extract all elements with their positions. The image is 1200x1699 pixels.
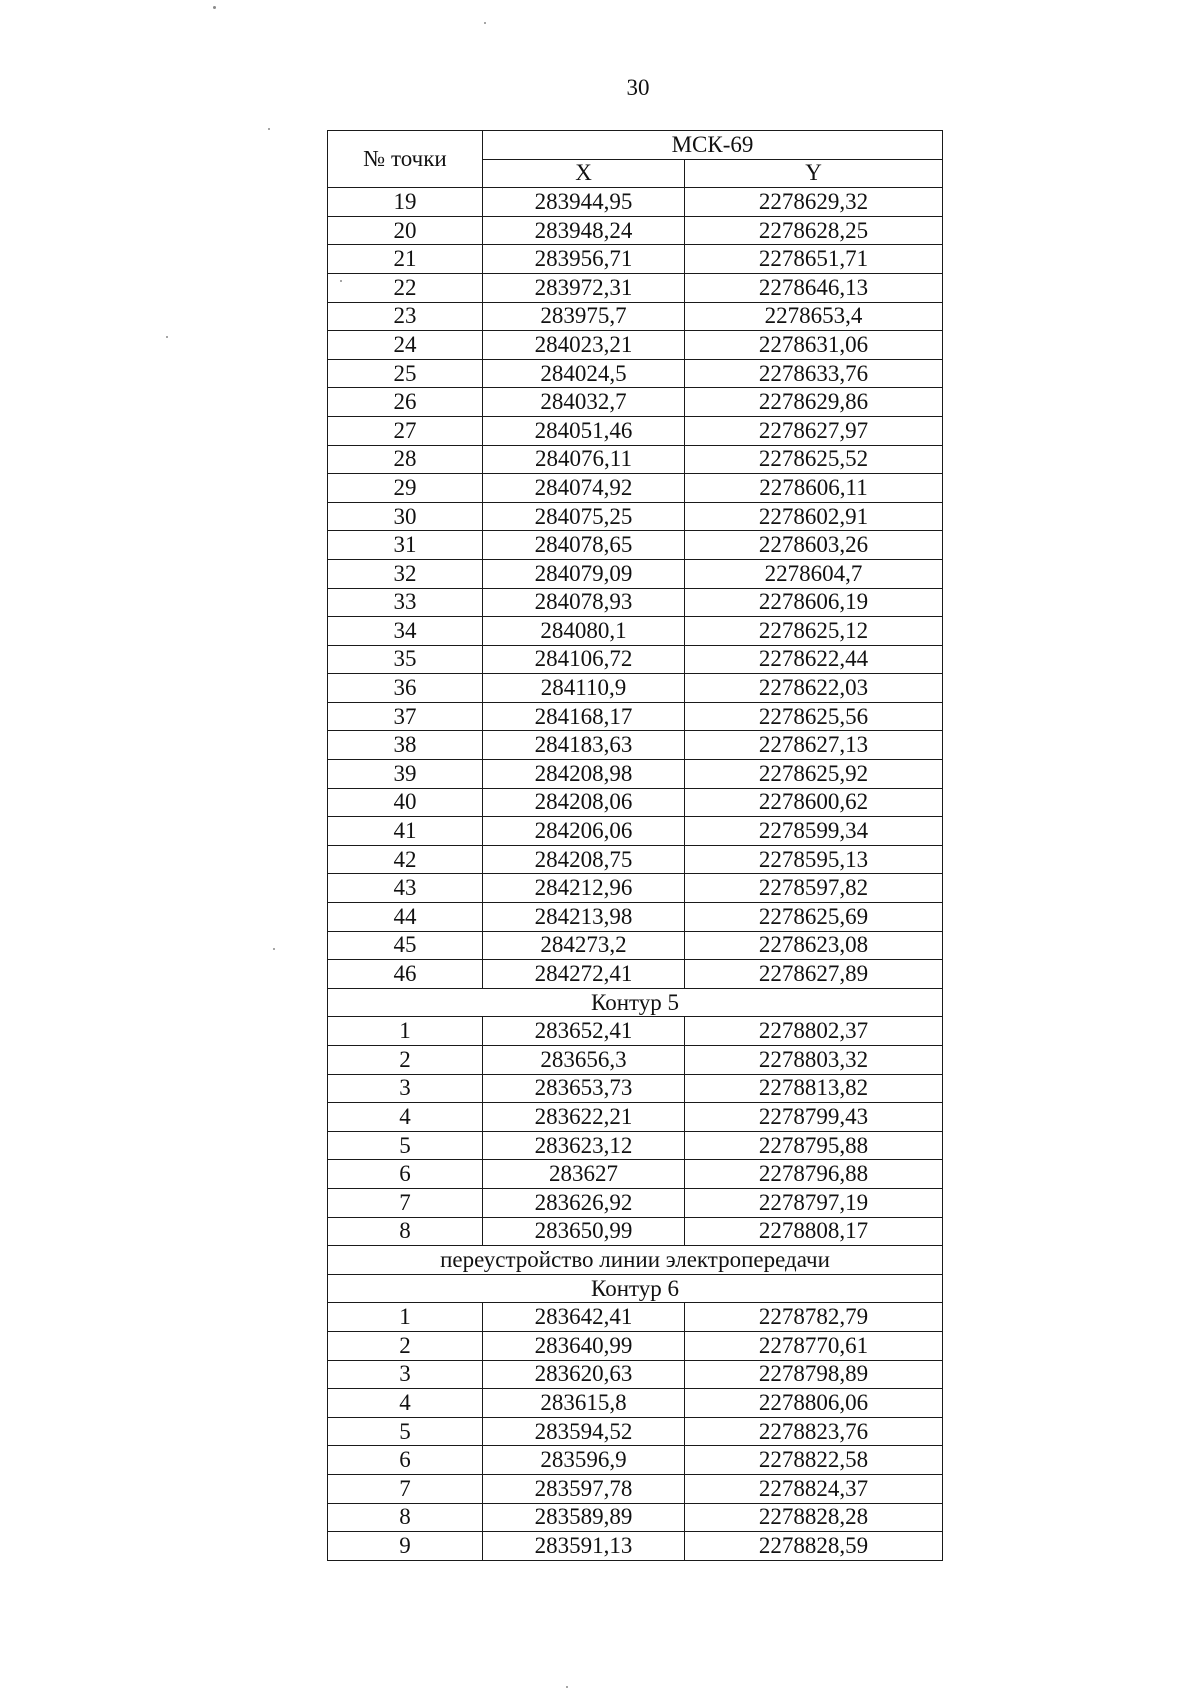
table-row: [328, 845, 943, 874]
y-coordinate-cell: 2278808,17: [685, 1217, 943, 1246]
point-number-cell: 43: [328, 874, 483, 903]
x-coordinate-cell: 284168,17: [483, 702, 685, 731]
x-coordinate-cell: 284024,5: [483, 359, 685, 388]
section-title: переустройство линии электропередачи: [328, 1246, 943, 1275]
scan-speck: [484, 22, 486, 24]
table-row: [328, 1474, 943, 1503]
x-coordinate-cell: 283597,78: [483, 1474, 685, 1503]
table-row: [328, 302, 943, 331]
point-number-cell: 25: [328, 359, 483, 388]
table-row: [328, 674, 943, 703]
point-number-cell: 26: [328, 388, 483, 417]
x-coordinate-cell: 283620,63: [483, 1360, 685, 1389]
section-title: Контур 6: [328, 1274, 943, 1303]
x-coordinate-cell: 284078,65: [483, 531, 685, 560]
point-number-cell: 44: [328, 903, 483, 932]
y-coordinate-cell: 2278770,61: [685, 1331, 943, 1360]
y-coordinate-cell: 2278625,12: [685, 617, 943, 646]
table-row: [328, 1131, 943, 1160]
table-row: [328, 1446, 943, 1475]
point-number-cell: 5: [328, 1131, 483, 1160]
table-row: [328, 445, 943, 474]
y-coordinate-cell: 2278799,43: [685, 1103, 943, 1132]
header-coordinate-system: МСК-69: [483, 131, 943, 160]
y-coordinate-cell: 2278627,13: [685, 731, 943, 760]
table-header: [328, 131, 943, 188]
coordinates-table: [327, 130, 943, 1561]
table-row: [328, 474, 943, 503]
point-number-cell: 29: [328, 474, 483, 503]
point-number-cell: 7: [328, 1188, 483, 1217]
point-number-cell: 24: [328, 331, 483, 360]
x-coordinate-cell: 284272,41: [483, 960, 685, 989]
y-coordinate-cell: 2278602,91: [685, 502, 943, 531]
table-row: [328, 1017, 943, 1046]
y-coordinate-cell: 2278651,71: [685, 245, 943, 274]
point-number-cell: 39: [328, 760, 483, 789]
table-row: [328, 531, 943, 560]
x-coordinate-cell: 283626,92: [483, 1188, 685, 1217]
point-number-cell: 1: [328, 1303, 483, 1332]
table-row: [328, 617, 943, 646]
table-row: [328, 1360, 943, 1389]
y-coordinate-cell: 2278595,13: [685, 845, 943, 874]
table-row: [328, 1503, 943, 1532]
y-coordinate-cell: 2278627,97: [685, 416, 943, 445]
point-number-cell: 9: [328, 1532, 483, 1561]
x-coordinate-cell: 283975,7: [483, 302, 685, 331]
x-coordinate-cell: 283594,52: [483, 1417, 685, 1446]
x-coordinate-cell: 283622,21: [483, 1103, 685, 1132]
y-coordinate-cell: 2278802,37: [685, 1017, 943, 1046]
y-coordinate-cell: 2278599,34: [685, 817, 943, 846]
y-coordinate-cell: 2278625,92: [685, 760, 943, 789]
x-coordinate-cell: 284032,7: [483, 388, 685, 417]
point-number-cell: 5: [328, 1417, 483, 1446]
y-coordinate-cell: 2278606,19: [685, 588, 943, 617]
table-row: [328, 216, 943, 245]
x-coordinate-cell: 284110,9: [483, 674, 685, 703]
table-row: [328, 588, 943, 617]
x-coordinate-cell: 284075,25: [483, 502, 685, 531]
x-coordinate-cell: 283591,13: [483, 1532, 685, 1561]
point-number-cell: 19: [328, 188, 483, 217]
x-coordinate-cell: 284074,92: [483, 474, 685, 503]
y-coordinate-cell: 2278813,82: [685, 1074, 943, 1103]
point-number-cell: 4: [328, 1389, 483, 1418]
table-row: [328, 416, 943, 445]
point-number-cell: 32: [328, 559, 483, 588]
scan-speck: [213, 6, 216, 9]
section-title-row: [328, 988, 943, 1017]
point-number-cell: 35: [328, 645, 483, 674]
point-number-cell: 6: [328, 1160, 483, 1189]
x-coordinate-cell: 284208,75: [483, 845, 685, 874]
point-number-cell: 34: [328, 617, 483, 646]
point-number-cell: 6: [328, 1446, 483, 1475]
table-row: [328, 559, 943, 588]
x-coordinate-cell: 283596,9: [483, 1446, 685, 1475]
table-row: [328, 788, 943, 817]
table-row: [328, 245, 943, 274]
y-coordinate-cell: 2278627,89: [685, 960, 943, 989]
point-number-cell: 41: [328, 817, 483, 846]
x-coordinate-cell: 284023,21: [483, 331, 685, 360]
point-number-cell: 42: [328, 845, 483, 874]
scan-speck: [566, 1686, 568, 1688]
y-coordinate-cell: 2278622,44: [685, 645, 943, 674]
table-row: [328, 702, 943, 731]
table-row: [328, 874, 943, 903]
point-number-cell: 3: [328, 1074, 483, 1103]
header-y: Y: [685, 159, 943, 188]
x-coordinate-cell: 283948,24: [483, 216, 685, 245]
y-coordinate-cell: 2278606,11: [685, 474, 943, 503]
section-title-row: [328, 1274, 943, 1303]
x-coordinate-cell: 283972,31: [483, 273, 685, 302]
scan-speck: [340, 280, 342, 282]
x-coordinate-cell: 283944,95: [483, 188, 685, 217]
table-row: [328, 931, 943, 960]
table-row: [328, 1389, 943, 1418]
x-coordinate-cell: 284078,93: [483, 588, 685, 617]
x-coordinate-cell: 284079,09: [483, 559, 685, 588]
point-number-cell: 22: [328, 273, 483, 302]
point-number-cell: 2: [328, 1046, 483, 1075]
table-row: [328, 359, 943, 388]
x-coordinate-cell: 284273,2: [483, 931, 685, 960]
x-coordinate-cell: 283642,41: [483, 1303, 685, 1332]
point-number-cell: 4: [328, 1103, 483, 1132]
point-number-cell: 33: [328, 588, 483, 617]
y-coordinate-cell: 2278782,79: [685, 1303, 943, 1332]
scan-speck: [273, 948, 275, 950]
x-coordinate-cell: 284212,96: [483, 874, 685, 903]
x-coordinate-cell: 284213,98: [483, 903, 685, 932]
y-coordinate-cell: 2278622,03: [685, 674, 943, 703]
point-number-cell: 46: [328, 960, 483, 989]
table-row: [328, 903, 943, 932]
point-number-cell: 23: [328, 302, 483, 331]
y-coordinate-cell: 2278600,62: [685, 788, 943, 817]
point-number-cell: 2: [328, 1331, 483, 1360]
x-coordinate-cell: 283956,71: [483, 245, 685, 274]
scan-speck: [166, 336, 168, 338]
y-coordinate-cell: 2278597,82: [685, 874, 943, 903]
y-coordinate-cell: 2278823,76: [685, 1417, 943, 1446]
y-coordinate-cell: 2278603,26: [685, 531, 943, 560]
table-row: [328, 817, 943, 846]
y-coordinate-cell: 2278629,32: [685, 188, 943, 217]
table-row: [328, 1217, 943, 1246]
table-row: [328, 1188, 943, 1217]
x-coordinate-cell: 284206,06: [483, 817, 685, 846]
y-coordinate-cell: 2278798,89: [685, 1360, 943, 1389]
point-number-cell: 38: [328, 731, 483, 760]
table-row: [328, 760, 943, 789]
point-number-cell: 37: [328, 702, 483, 731]
y-coordinate-cell: 2278633,76: [685, 359, 943, 388]
x-coordinate-cell: 283650,99: [483, 1217, 685, 1246]
point-number-cell: 30: [328, 502, 483, 531]
x-coordinate-cell: 284080,1: [483, 617, 685, 646]
point-number-cell: 36: [328, 674, 483, 703]
y-coordinate-cell: 2278625,52: [685, 445, 943, 474]
table-row: [328, 1046, 943, 1075]
x-coordinate-cell: 283640,99: [483, 1331, 685, 1360]
table-row: [328, 188, 943, 217]
y-coordinate-cell: 2278806,06: [685, 1389, 943, 1418]
page-number: 30: [626, 75, 650, 100]
x-coordinate-cell: 283656,3: [483, 1046, 685, 1075]
y-coordinate-cell: 2278824,37: [685, 1474, 943, 1503]
x-coordinate-cell: 284208,06: [483, 788, 685, 817]
x-coordinate-cell: 283652,41: [483, 1017, 685, 1046]
table-row: [328, 731, 943, 760]
table-row: [328, 1331, 943, 1360]
x-coordinate-cell: 284208,98: [483, 760, 685, 789]
point-number-cell: 1: [328, 1017, 483, 1046]
y-coordinate-cell: 2278625,69: [685, 903, 943, 932]
section-title-row: [328, 1246, 943, 1275]
table-row: [328, 1074, 943, 1103]
table-row: [328, 1160, 943, 1189]
point-number-cell: 21: [328, 245, 483, 274]
point-number-cell: 3: [328, 1360, 483, 1389]
table-row: [328, 388, 943, 417]
y-coordinate-cell: 2278628,25: [685, 216, 943, 245]
x-coordinate-cell: 283653,73: [483, 1074, 685, 1103]
x-coordinate-cell: 284051,46: [483, 416, 685, 445]
section-title: Контур 5: [328, 988, 943, 1017]
y-coordinate-cell: 2278822,58: [685, 1446, 943, 1475]
x-coordinate-cell: 283623,12: [483, 1131, 685, 1160]
table-body: [328, 188, 943, 1561]
table-row: [328, 960, 943, 989]
header-x: X: [483, 159, 685, 188]
y-coordinate-cell: 2278631,06: [685, 331, 943, 360]
y-coordinate-cell: 2278625,56: [685, 702, 943, 731]
y-coordinate-cell: 2278629,86: [685, 388, 943, 417]
x-coordinate-cell: 283615,8: [483, 1389, 685, 1418]
y-coordinate-cell: 2278623,08: [685, 931, 943, 960]
x-coordinate-cell: 284183,63: [483, 731, 685, 760]
point-number-cell: 27: [328, 416, 483, 445]
point-number-cell: 8: [328, 1503, 483, 1532]
table-row: [328, 1303, 943, 1332]
scan-speck: [268, 128, 270, 130]
table-row: [328, 331, 943, 360]
x-coordinate-cell: 283627: [483, 1160, 685, 1189]
point-number-cell: 31: [328, 531, 483, 560]
point-number-cell: 28: [328, 445, 483, 474]
y-coordinate-cell: 2278828,28: [685, 1503, 943, 1532]
y-coordinate-cell: 2278796,88: [685, 1160, 943, 1189]
y-coordinate-cell: 2278653,4: [685, 302, 943, 331]
point-number-cell: 8: [328, 1217, 483, 1246]
x-coordinate-cell: 283589,89: [483, 1503, 685, 1532]
x-coordinate-cell: 284076,11: [483, 445, 685, 474]
y-coordinate-cell: 2278803,32: [685, 1046, 943, 1075]
table-row: [328, 645, 943, 674]
table-row: [328, 1532, 943, 1561]
table-row: [328, 273, 943, 302]
point-number-cell: 7: [328, 1474, 483, 1503]
point-number-cell: 40: [328, 788, 483, 817]
y-coordinate-cell: 2278795,88: [685, 1131, 943, 1160]
y-coordinate-cell: 2278828,59: [685, 1532, 943, 1561]
y-coordinate-cell: 2278646,13: [685, 273, 943, 302]
y-coordinate-cell: 2278604,7: [685, 559, 943, 588]
y-coordinate-cell: 2278797,19: [685, 1188, 943, 1217]
point-number-cell: 20: [328, 216, 483, 245]
point-number-cell: 45: [328, 931, 483, 960]
table-row: [328, 1103, 943, 1132]
x-coordinate-cell: 284106,72: [483, 645, 685, 674]
table-row: [328, 502, 943, 531]
table-row: [328, 1417, 943, 1446]
header-point-number: № точки: [328, 131, 483, 188]
